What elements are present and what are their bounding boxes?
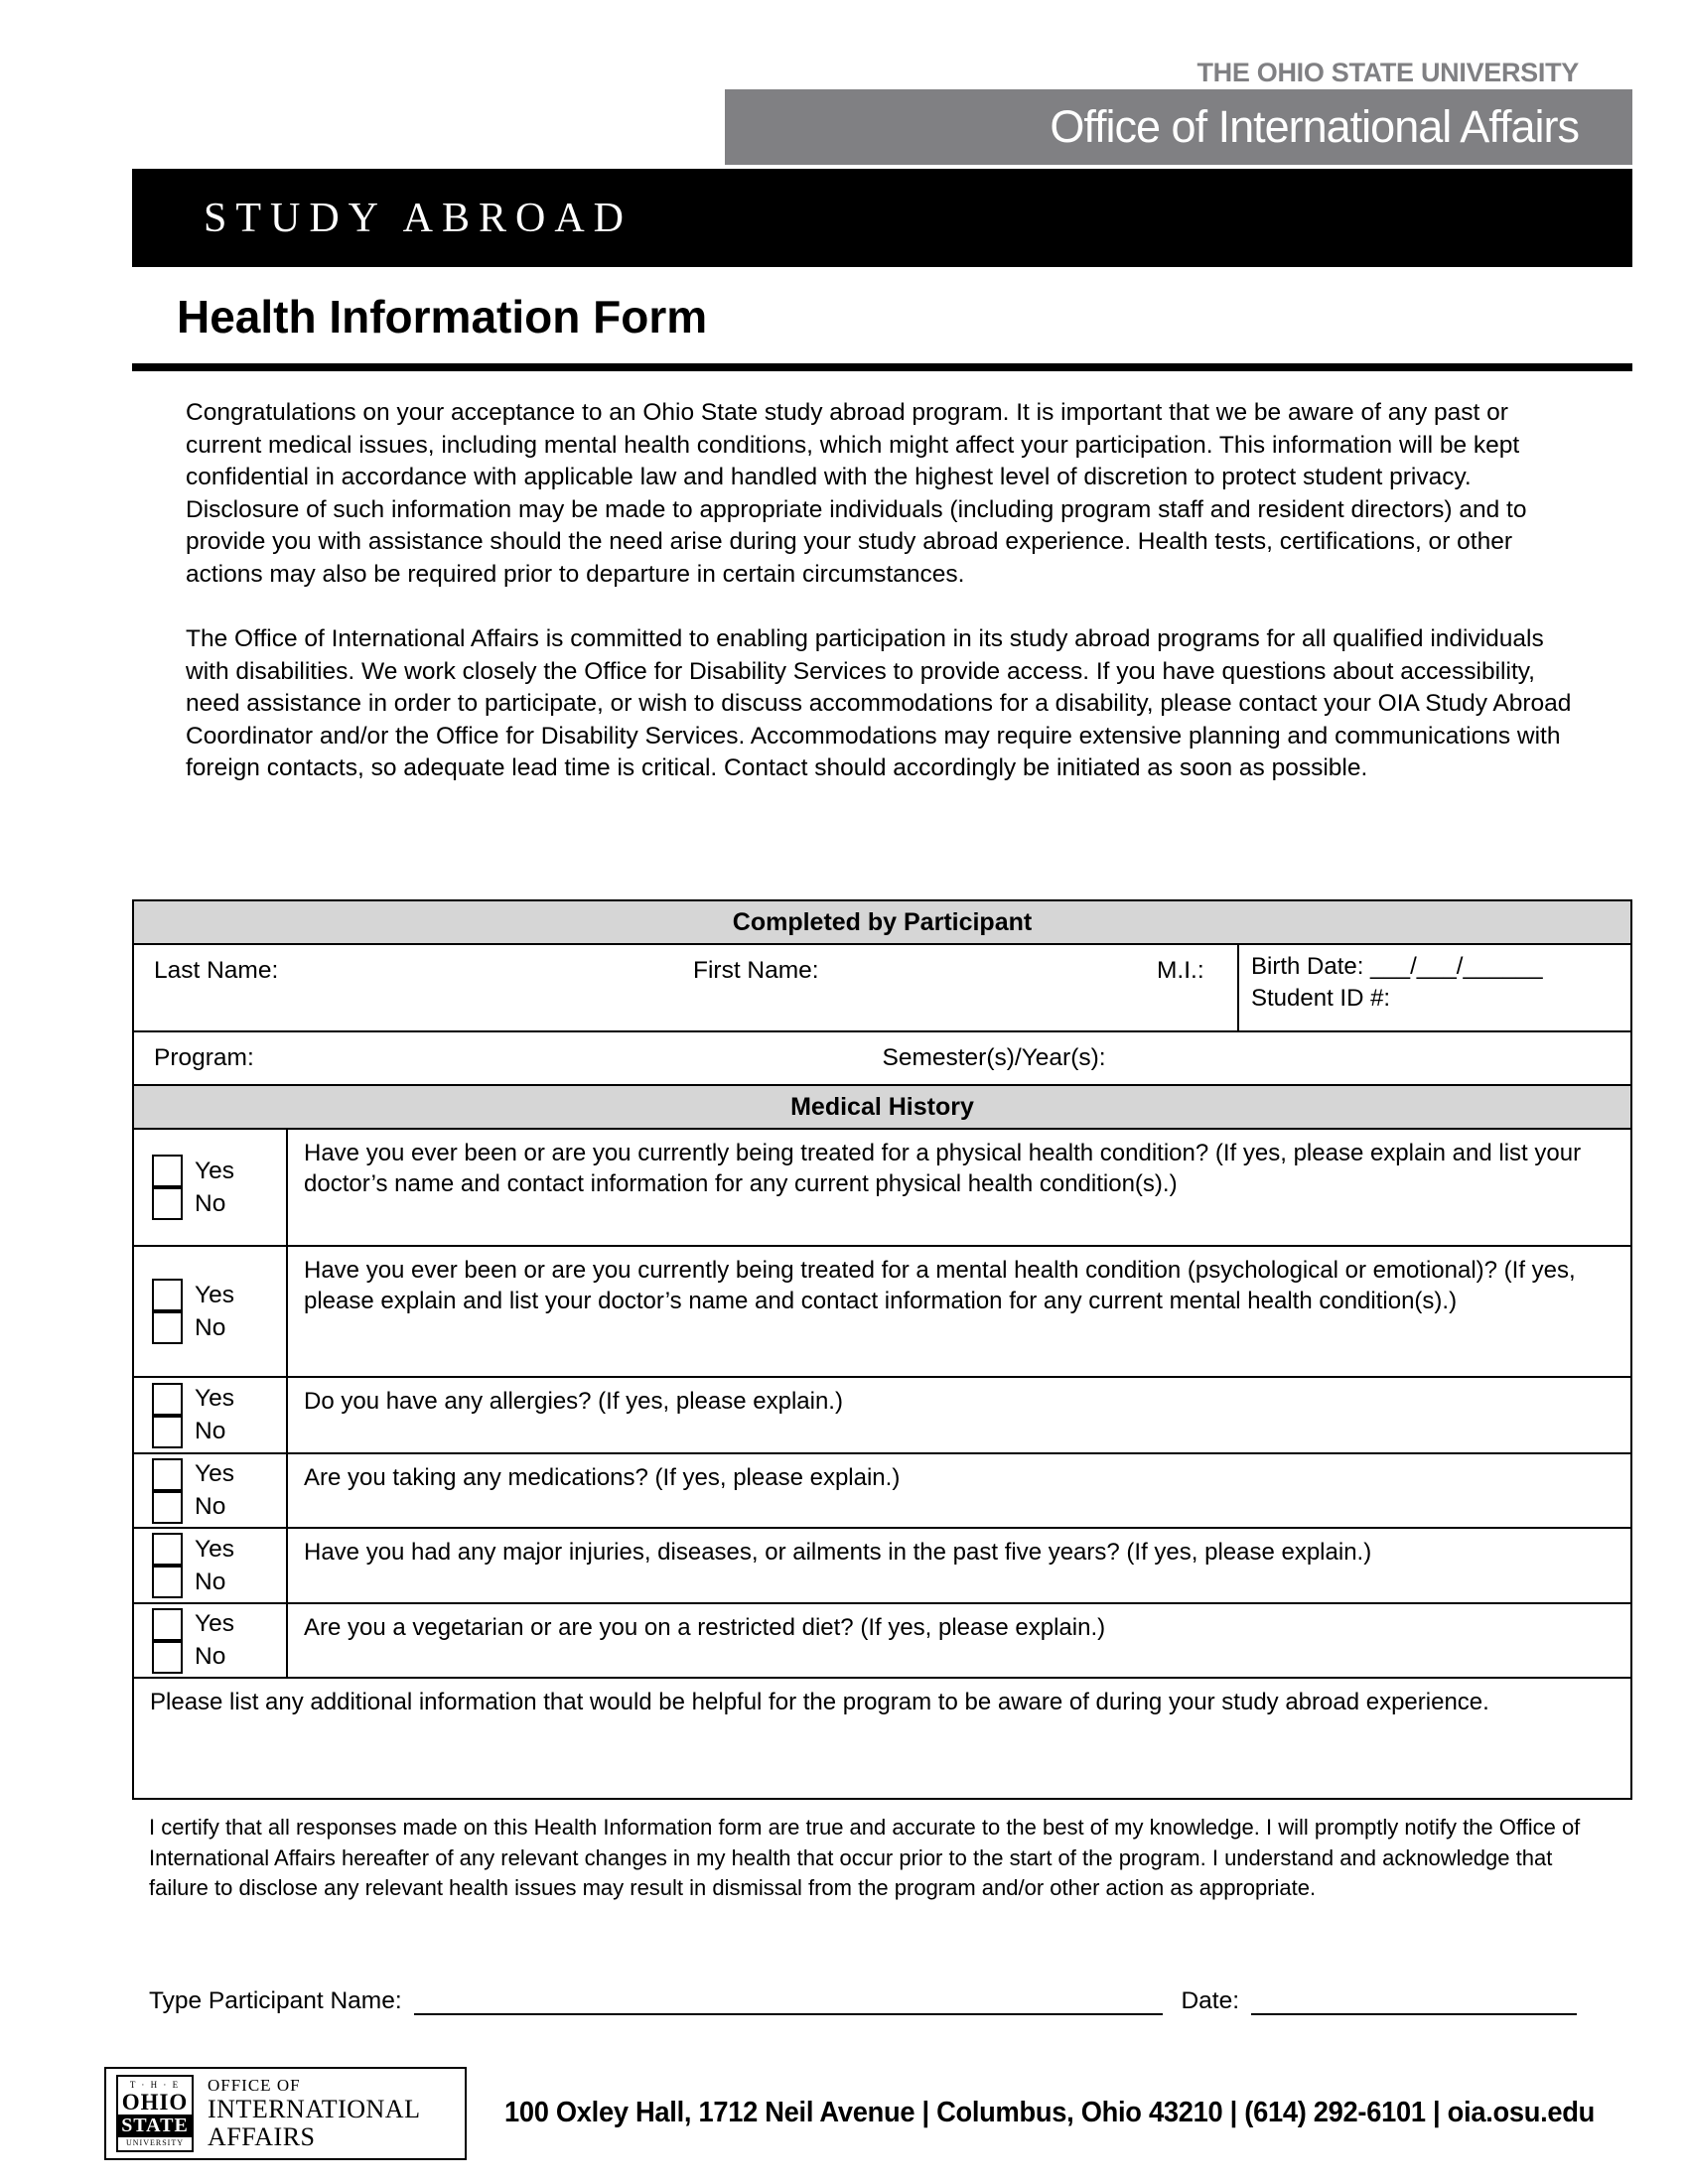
injuries-no-checkbox[interactable] — [152, 1566, 183, 1598]
physical-health-no-checkbox[interactable] — [152, 1187, 183, 1220]
emblem-university-text: UNIVERSITY — [126, 2137, 184, 2147]
title-divider — [132, 363, 1632, 371]
additional-info-label: Please list any additional information that would be helpful for the program to be aware of during your study abroad experience. — [150, 1689, 1489, 1715]
program-row — [134, 1032, 1630, 1086]
question-row-mental-health — [134, 1247, 1630, 1378]
no-label: No — [195, 1568, 226, 1595]
office-banner — [725, 89, 1632, 165]
question-row-injuries — [134, 1529, 1630, 1604]
allergies-question-text: Do you have any allergies? (If yes, please explain.) — [304, 1388, 843, 1415]
intro-paragraph-2: The Office of International Affairs is committed to enabling participation in its study abroad programs for all qualified individuals with disabilities. We work closely the Office for Disability Services to provide access. If you have questions about accessibility, need assistance in order to participate, or wish to discuss accommodations for a disability, please contact your OIA Study Abroad Coordinator and/or the Office for Disability Services. Accommodations may require extensive planning and communications with foreign contacts, so adequate lead time is critical. Contact should accordingly be initiated as soon as possible. — [186, 625, 1572, 781]
yes-label: Yes — [195, 1535, 234, 1563]
mental-health-no-checkbox[interactable] — [152, 1311, 183, 1344]
injuries-question-text: Have you had any major injuries, diseases, or ailments in the past five years? (If yes, please explain.) — [304, 1539, 1372, 1566]
semester-field[interactable] — [883, 1032, 1631, 1084]
study-abroad-text: STUDY ABROAD — [204, 195, 633, 241]
diet-yes-no-cell — [134, 1604, 288, 1677]
study-abroad-banner — [132, 169, 1632, 267]
logo-affairs: AFFAIRS — [208, 2122, 316, 2151]
allergies-yes-checkbox[interactable] — [152, 1383, 183, 1416]
injuries-yes-checkbox[interactable] — [152, 1533, 183, 1566]
question-row-medications — [134, 1454, 1630, 1529]
diet-no-checkbox[interactable] — [152, 1641, 183, 1674]
no-label: No — [195, 1418, 226, 1444]
program-label: Program: — [154, 1044, 254, 1071]
yes-label: Yes — [195, 1385, 234, 1412]
diet-question-text: Are you a vegetarian or are you on a restricted diet? (If yes, please explain.) — [304, 1614, 1106, 1641]
no-label: No — [195, 1493, 226, 1520]
question-row-physical-health — [134, 1130, 1630, 1247]
participant-name-label: Type Participant Name: — [149, 1987, 402, 2014]
participant-form-table — [132, 899, 1632, 1800]
yes-label: Yes — [195, 1157, 234, 1184]
certification-statement: I certify that all responses made on this Health Information form are true and accurate to the best of my knowledge. I will promptly notify the Office of International Affairs hereafter of any relevant changes in my health that occur prior to the start of the program. I understand and acknowledge that failure to disclose any relevant health issues may result in dismissal from the program and/or other action as appropriate. — [149, 1815, 1581, 1900]
physical-health-yes-checkbox[interactable] — [152, 1155, 183, 1187]
student-id-label: Student ID #: — [1251, 985, 1391, 1012]
logo-international: INTERNATIONAL — [208, 2095, 421, 2123]
date-input-line[interactable] — [1251, 1987, 1577, 2015]
completed-by-participant-header: Completed by Participant — [134, 901, 1630, 945]
date-label: Date: — [1181, 1987, 1239, 2014]
last-name-field[interactable] — [134, 945, 693, 1030]
yes-label: Yes — [195, 1460, 234, 1487]
program-field[interactable] — [134, 1032, 883, 1084]
semester-label: Semester(s)/Year(s): — [882, 1044, 1106, 1071]
yes-label: Yes — [195, 1281, 234, 1308]
question-row-allergies — [134, 1378, 1630, 1454]
emblem-ohio-text: OHIO — [121, 2089, 189, 2115]
mental-health-yes-no-cell — [134, 1247, 288, 1376]
university-name: THE OHIO STATE UNIVERSITY — [1196, 58, 1579, 87]
page-title: Health Information Form — [177, 291, 708, 342]
mental-health-question-text: Have you ever been or are you currently being treated for a mental health condition (psychological or emotional)? (If yes, please explain and list your doctor’s name and contact information for any current mental health condition(s).) — [304, 1257, 1576, 1314]
signature-row — [149, 1987, 1577, 2017]
middle-initial-field[interactable] — [1157, 945, 1237, 1030]
office-banner-text: Office of International Affairs — [1050, 101, 1579, 152]
intro-paragraph-1: Congratulations on your acceptance to an Ohio State study abroad program. It is important that we be aware of any past or current medical issues, including mental health conditions, which might affect your participation. This information will be kept confidential in accordance with applicable law and handled with the highest level of discretion to protect student privacy. Disclosure of such information may be made to appropriate individuals (including program staff and resident directors) and to provide you with assistance should the need arise during your study abroad experience. Health tests, certifications, or other actions may also be required prior to departure in certain circumstances. — [186, 399, 1527, 588]
oia-logo-text — [208, 2076, 420, 2151]
medications-yes-checkbox[interactable] — [152, 1458, 183, 1491]
oia-logo — [104, 2067, 467, 2160]
emblem-the-text: T · H · E — [129, 2079, 181, 2090]
additional-info-field[interactable] — [134, 1679, 1630, 1798]
no-label: No — [195, 1313, 226, 1341]
emblem-state-text: STATE — [118, 2115, 192, 2137]
middle-initial-label: M.I.: — [1157, 957, 1204, 984]
mental-health-yes-checkbox[interactable] — [152, 1279, 183, 1311]
no-label: No — [195, 1189, 226, 1217]
allergies-no-checkbox[interactable] — [152, 1416, 183, 1448]
yes-label: Yes — [195, 1610, 234, 1637]
medications-question-text: Are you taking any medications? (If yes, please explain.) — [304, 1464, 901, 1491]
medications-yes-no-cell — [134, 1454, 288, 1527]
diet-yes-checkbox[interactable] — [152, 1608, 183, 1641]
birth-date-label: Birth Date: ___/___/______ — [1251, 953, 1543, 980]
name-row — [134, 945, 1630, 1032]
medical-history-header: Medical History — [134, 1086, 1630, 1130]
logo-office-of: OFFICE OF — [208, 2076, 301, 2095]
medications-no-checkbox[interactable] — [152, 1491, 183, 1524]
allergies-yes-no-cell — [134, 1378, 288, 1452]
osu-emblem-icon — [116, 2075, 194, 2152]
no-label: No — [195, 1643, 226, 1670]
birthdate-studentid-field[interactable] — [1237, 945, 1630, 1030]
first-name-field[interactable] — [693, 945, 1157, 1030]
footer-address: 100 Oxley Hall, 1712 Neil Avenue | Columbus, Ohio 43210 | (614) 292-6101 | oia.osu.edu — [503, 2097, 1596, 2128]
injuries-yes-no-cell — [134, 1529, 288, 1602]
intro-text — [186, 397, 1576, 818]
question-row-diet — [134, 1604, 1630, 1679]
physical-health-yes-no-cell — [134, 1130, 288, 1245]
participant-name-input-line[interactable] — [414, 1987, 1164, 2015]
first-name-label: First Name: — [693, 957, 819, 984]
physical-health-question-text: Have you ever been or are you currently being treated for a physical health condition? (If yes, please explain and list your doctor’s name and contact information for any current physical health condition(s).) — [304, 1140, 1582, 1197]
last-name-label: Last Name: — [154, 957, 279, 984]
